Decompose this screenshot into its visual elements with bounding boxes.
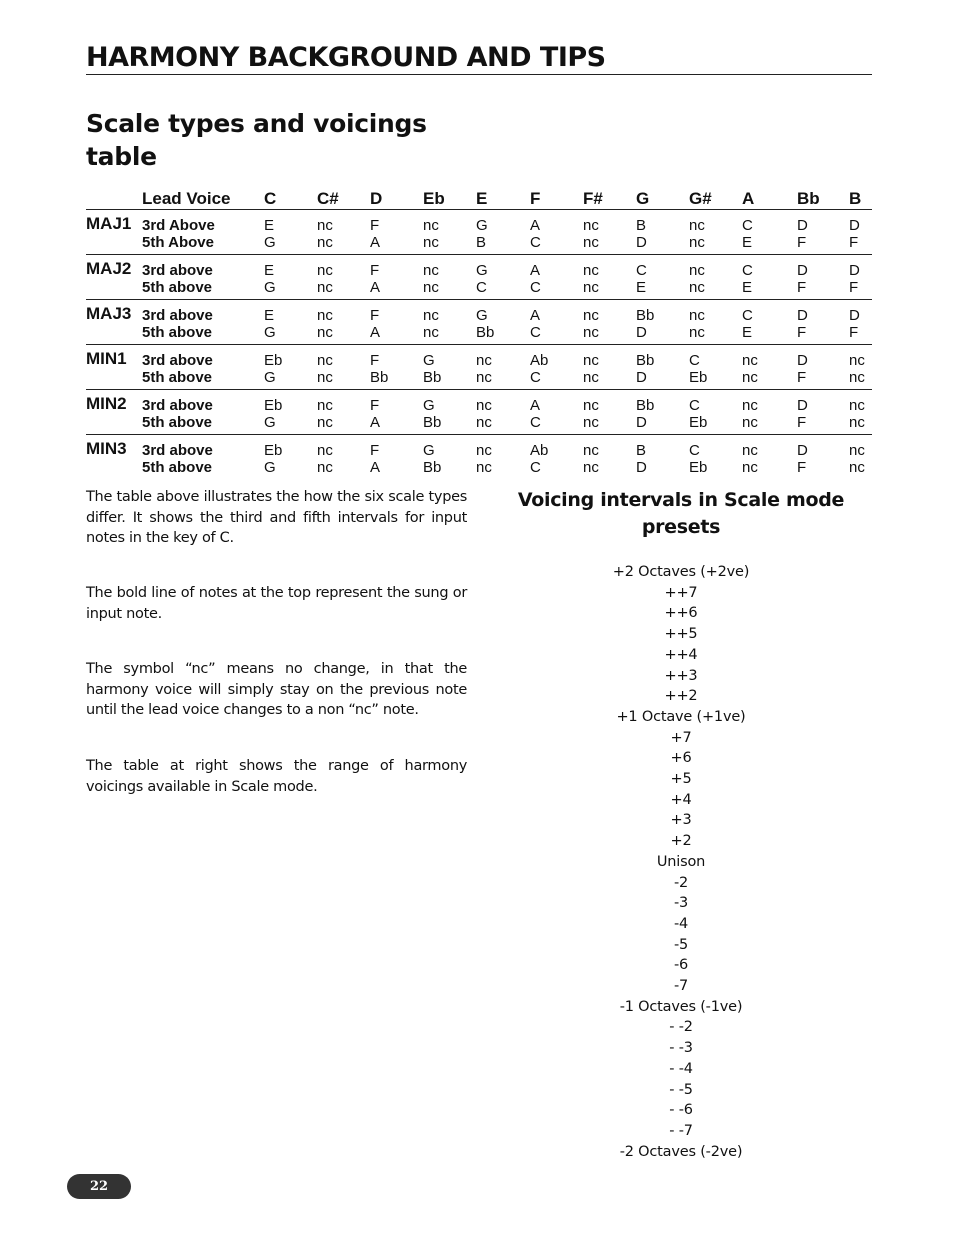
interval-note: nc bbox=[476, 442, 492, 459]
interval-note: Eb bbox=[264, 352, 283, 369]
voicing-item: +7 bbox=[670, 729, 692, 746]
scale-name: MIN1 bbox=[86, 349, 127, 368]
interval-note: nc bbox=[317, 324, 370, 345]
scale-row-min1-third bbox=[86, 345, 872, 370]
interval-note: nc bbox=[583, 307, 599, 324]
third-label: 3rd above bbox=[142, 442, 213, 459]
interval-note: nc bbox=[689, 262, 705, 279]
note-header: Eb bbox=[423, 185, 476, 210]
voicing-item: - -6 bbox=[669, 1102, 693, 1119]
interval-note: nc bbox=[476, 352, 492, 369]
voicing-item: +4 bbox=[670, 791, 692, 808]
interval-note: nc bbox=[476, 397, 492, 414]
note-header: G# bbox=[689, 185, 742, 210]
interval-note: nc bbox=[317, 307, 333, 324]
interval-note: C bbox=[530, 279, 583, 300]
interval-note: G bbox=[423, 442, 435, 459]
page-heading: HARMONY BACKGROUND AND TIPS bbox=[86, 42, 872, 75]
third-label: 3rd above bbox=[142, 307, 213, 324]
interval-note: F bbox=[797, 279, 849, 300]
voicing-intervals-title: Voicing intervals in Scale mode presets bbox=[517, 489, 845, 538]
interval-note: nc bbox=[689, 217, 705, 234]
interval-note: nc bbox=[742, 397, 758, 414]
interval-note: C bbox=[742, 307, 753, 324]
interval-note: nc bbox=[583, 414, 636, 435]
scale-name: MIN2 bbox=[86, 394, 127, 413]
interval-note: G bbox=[264, 369, 317, 390]
interval-note: Bb bbox=[476, 324, 530, 345]
interval-note: Bb bbox=[423, 459, 442, 476]
voicing-item: -3 bbox=[673, 895, 689, 912]
voicing-item: - -7 bbox=[669, 1122, 693, 1139]
voicing-item: +2 Octaves (+2ve) bbox=[612, 564, 750, 580]
interval-note: A bbox=[370, 279, 423, 300]
voicing-item: ++4 bbox=[664, 646, 698, 663]
scale-row-maj2-fifth bbox=[86, 279, 872, 300]
interval-note: D bbox=[797, 262, 808, 279]
interval-note: C bbox=[530, 459, 541, 476]
interval-note: nc bbox=[742, 442, 758, 459]
scale-row-min2-fifth bbox=[86, 414, 872, 435]
interval-note: nc bbox=[317, 397, 333, 414]
interval-note: nc bbox=[849, 414, 872, 435]
interval-note: G bbox=[264, 414, 317, 435]
voicing-item: - -5 bbox=[669, 1081, 693, 1098]
paragraph: The bold line of notes at the top represent the sung or input note. bbox=[86, 585, 467, 622]
interval-note: nc bbox=[849, 442, 865, 459]
interval-note: D bbox=[849, 217, 860, 234]
note-header: F bbox=[530, 185, 583, 210]
note-header: Bb bbox=[797, 185, 849, 210]
interval-note: G bbox=[423, 352, 435, 369]
interval-note: D bbox=[849, 307, 860, 324]
interval-note: nc bbox=[317, 442, 333, 459]
third-label: 3rd above bbox=[142, 397, 213, 414]
interval-note: nc bbox=[423, 234, 476, 255]
interval-note: Eb bbox=[264, 442, 283, 459]
voicing-item: -4 bbox=[673, 915, 689, 932]
interval-note: Bb bbox=[636, 307, 655, 324]
interval-note: nc bbox=[689, 324, 742, 345]
interval-note: Bb bbox=[636, 352, 655, 369]
interval-note: F bbox=[797, 234, 849, 255]
interval-note: nc bbox=[317, 459, 333, 476]
interval-note: nc bbox=[849, 459, 865, 476]
paragraph: The symbol “nc” means no change, in that the harmony voice will simply stay on the previous note until the lead voice changes to a non “nc” note. bbox=[86, 661, 467, 718]
interval-note: C bbox=[742, 262, 753, 279]
interval-note: nc bbox=[317, 414, 370, 435]
interval-note: G bbox=[476, 217, 488, 234]
interval-note: nc bbox=[583, 262, 599, 279]
interval-note: nc bbox=[583, 279, 636, 300]
interval-note: C bbox=[742, 217, 753, 234]
interval-note: D bbox=[797, 307, 808, 324]
voicing-item: -5 bbox=[673, 936, 689, 953]
interval-note: E bbox=[636, 279, 689, 300]
fifth-label: 5th above bbox=[142, 279, 264, 300]
interval-note: A bbox=[530, 217, 541, 234]
interval-note: Bb bbox=[636, 397, 655, 414]
voicing-item: +5 bbox=[670, 771, 692, 788]
voicing-item: +6 bbox=[670, 750, 692, 767]
interval-note: nc bbox=[317, 262, 333, 279]
interval-note: E bbox=[742, 324, 797, 345]
interval-note: nc bbox=[742, 459, 758, 476]
paragraph: The table above illustrates the how the six scale types differ. It shows the third and fifth intervals for input notes in the key of C. bbox=[86, 489, 467, 546]
header-spacer bbox=[86, 185, 142, 210]
interval-note: nc bbox=[849, 352, 865, 369]
interval-note: nc bbox=[742, 369, 797, 390]
interval-note: Bb bbox=[370, 369, 423, 390]
interval-note: Eb bbox=[689, 459, 708, 476]
interval-note: C bbox=[476, 279, 530, 300]
interval-note: G bbox=[264, 234, 317, 255]
interval-note: E bbox=[264, 217, 275, 234]
interval-note: D bbox=[797, 217, 808, 234]
interval-note: nc bbox=[423, 307, 439, 324]
interval-note: A bbox=[370, 324, 423, 345]
interval-note: nc bbox=[583, 442, 599, 459]
interval-note: B bbox=[636, 442, 647, 459]
voicing-item: - -4 bbox=[669, 1060, 693, 1077]
scale-name: MIN3 bbox=[86, 439, 127, 458]
voicing-item: +3 bbox=[670, 812, 692, 829]
interval-note: F bbox=[370, 307, 380, 324]
interval-note: F bbox=[797, 324, 849, 345]
lead-voice-header: Lead Voice bbox=[142, 185, 264, 210]
interval-note: E bbox=[742, 234, 797, 255]
third-label: 3rd above bbox=[142, 262, 213, 279]
page-number-badge: 22 bbox=[67, 1174, 131, 1199]
interval-note: C bbox=[530, 414, 583, 435]
interval-note: B bbox=[476, 234, 530, 255]
interval-note: D bbox=[636, 234, 689, 255]
interval-note: Eb bbox=[264, 397, 283, 414]
interval-note: F bbox=[849, 324, 872, 345]
interval-note: nc bbox=[583, 217, 599, 234]
interval-note: A bbox=[370, 234, 423, 255]
voicing-item: - -2 bbox=[669, 1019, 693, 1036]
interval-note: nc bbox=[317, 217, 333, 234]
scale-name-spacer bbox=[86, 234, 142, 255]
interval-note: nc bbox=[689, 279, 742, 300]
voicing-item: ++3 bbox=[664, 667, 698, 684]
interval-note: G bbox=[476, 262, 488, 279]
interval-note: Eb bbox=[689, 369, 742, 390]
scale-row-min3-third bbox=[86, 435, 872, 460]
interval-note: nc bbox=[689, 234, 742, 255]
interval-note: nc bbox=[317, 369, 370, 390]
note-header: D bbox=[370, 185, 423, 210]
voicing-item: -2 Octaves (-2ve) bbox=[619, 1143, 743, 1160]
interval-note: D bbox=[797, 397, 808, 414]
interval-note: F bbox=[849, 234, 872, 255]
interval-note: nc bbox=[583, 324, 636, 345]
table-header-row bbox=[86, 185, 872, 210]
interval-note: C bbox=[689, 442, 700, 459]
scale-row-min1-fifth bbox=[86, 369, 872, 390]
voicing-intervals-list bbox=[561, 562, 801, 1162]
voicing-item: +2 bbox=[670, 833, 692, 850]
interval-note: D bbox=[636, 414, 689, 435]
voicing-item: +1 Octave (+1ve) bbox=[616, 708, 746, 725]
interval-note: A bbox=[530, 262, 541, 279]
voicing-item: -6 bbox=[673, 957, 689, 974]
fifth-label: 5th above bbox=[142, 324, 264, 345]
interval-note: nc bbox=[423, 279, 476, 300]
scale-row-maj1-fifth bbox=[86, 234, 872, 255]
interval-note: nc bbox=[317, 234, 370, 255]
interval-note: nc bbox=[849, 397, 865, 414]
third-label: 3rd above bbox=[142, 352, 213, 369]
fifth-label: 5th above bbox=[142, 414, 264, 435]
interval-note: F bbox=[849, 279, 872, 300]
note-header: G bbox=[636, 185, 689, 210]
scale-name-spacer bbox=[86, 459, 142, 479]
fifth-label: 5th above bbox=[142, 369, 264, 390]
interval-note: F bbox=[797, 459, 807, 476]
interval-note: D bbox=[849, 262, 860, 279]
interval-note: C bbox=[530, 324, 583, 345]
voicing-item: - -3 bbox=[669, 1040, 693, 1057]
fifth-label: 5th Above bbox=[142, 234, 264, 255]
scale-name-spacer bbox=[86, 324, 142, 345]
scale-types-table bbox=[86, 185, 872, 479]
voicing-item: ++2 bbox=[664, 688, 698, 705]
interval-note: F bbox=[370, 352, 380, 369]
interval-note: G bbox=[476, 307, 488, 324]
note-header: B bbox=[849, 185, 872, 210]
note-header: E bbox=[476, 185, 530, 210]
interval-note: Ab bbox=[530, 442, 549, 459]
note-header: C bbox=[264, 185, 317, 210]
interval-note: C bbox=[636, 262, 647, 279]
interval-note: nc bbox=[423, 262, 439, 279]
scale-row-maj3-fifth bbox=[86, 324, 872, 345]
note-header: F# bbox=[583, 185, 636, 210]
scale-row-maj2-third bbox=[86, 255, 872, 280]
interval-note: D bbox=[636, 459, 647, 476]
voicing-item: ++6 bbox=[664, 605, 698, 622]
interval-note: nc bbox=[476, 414, 530, 435]
interval-note: nc bbox=[583, 397, 599, 414]
interval-note: C bbox=[530, 234, 583, 255]
interval-note: E bbox=[264, 262, 275, 279]
third-label: 3rd Above bbox=[142, 217, 215, 234]
interval-note: Ab bbox=[530, 352, 549, 369]
interval-note: Eb bbox=[689, 414, 742, 435]
interval-note: G bbox=[264, 324, 317, 345]
interval-note: nc bbox=[742, 352, 758, 369]
scale-name-spacer bbox=[86, 279, 142, 300]
scale-row-maj3-third bbox=[86, 300, 872, 325]
note-header: C# bbox=[317, 185, 370, 210]
interval-note: F bbox=[797, 369, 849, 390]
voicing-item: -7 bbox=[673, 978, 689, 995]
voicing-item: -1 Octaves (-1ve) bbox=[619, 998, 743, 1015]
interval-note: nc bbox=[689, 307, 705, 324]
voicing-item: ++5 bbox=[664, 626, 698, 643]
interval-note: F bbox=[370, 442, 380, 459]
interval-note: nc bbox=[583, 369, 636, 390]
interval-note: G bbox=[264, 279, 317, 300]
scale-row-min2-third bbox=[86, 390, 872, 415]
scale-name-spacer bbox=[86, 414, 142, 435]
scale-name: MAJ2 bbox=[86, 259, 132, 278]
paragraph: The table at right shows the range of harmony voicings available in Scale mode. bbox=[86, 758, 467, 795]
interval-note: D bbox=[636, 324, 689, 345]
interval-note: nc bbox=[849, 369, 872, 390]
interval-note: nc bbox=[583, 459, 599, 476]
interval-note: nc bbox=[476, 369, 530, 390]
interval-note: F bbox=[370, 217, 380, 234]
scale-row-maj1-third bbox=[86, 210, 872, 235]
interval-note: D bbox=[797, 352, 808, 369]
interval-note: A bbox=[530, 307, 541, 324]
interval-note: B bbox=[636, 217, 647, 234]
voicing-item: Unison bbox=[656, 853, 706, 870]
interval-note: nc bbox=[423, 217, 439, 234]
interval-note: D bbox=[636, 369, 689, 390]
scale-name-spacer bbox=[86, 369, 142, 390]
interval-note: C bbox=[689, 352, 700, 369]
interval-note: A bbox=[530, 397, 541, 414]
interval-note: nc bbox=[423, 324, 476, 345]
note-header: A bbox=[742, 185, 797, 210]
section-title: Scale types and voicings table bbox=[86, 109, 427, 171]
scale-name: MAJ3 bbox=[86, 304, 132, 323]
interval-note: G bbox=[423, 397, 435, 414]
voicing-item: -2 bbox=[673, 874, 689, 891]
interval-note: C bbox=[530, 369, 583, 390]
interval-note: A bbox=[370, 414, 423, 435]
interval-note: Bb bbox=[423, 369, 476, 390]
interval-note: G bbox=[264, 459, 276, 476]
interval-note: C bbox=[689, 397, 700, 414]
scale-table-body bbox=[86, 210, 872, 480]
interval-note: F bbox=[370, 397, 380, 414]
voicing-item: ++7 bbox=[664, 584, 698, 601]
interval-note: nc bbox=[583, 234, 636, 255]
interval-note: nc bbox=[476, 459, 492, 476]
interval-note: nc bbox=[742, 414, 797, 435]
interval-note: E bbox=[264, 307, 275, 324]
interval-note: E bbox=[742, 279, 797, 300]
scale-row-min3-fifth bbox=[86, 459, 872, 479]
fifth-label: 5th above bbox=[142, 459, 213, 476]
interval-note: A bbox=[370, 459, 381, 476]
interval-note: nc bbox=[583, 352, 599, 369]
interval-note: F bbox=[370, 262, 380, 279]
interval-note: Bb bbox=[423, 414, 476, 435]
interval-note: D bbox=[797, 442, 808, 459]
interval-note: nc bbox=[317, 352, 333, 369]
interval-note: F bbox=[797, 414, 849, 435]
interval-note: nc bbox=[317, 279, 370, 300]
scale-name: MAJ1 bbox=[86, 214, 132, 233]
